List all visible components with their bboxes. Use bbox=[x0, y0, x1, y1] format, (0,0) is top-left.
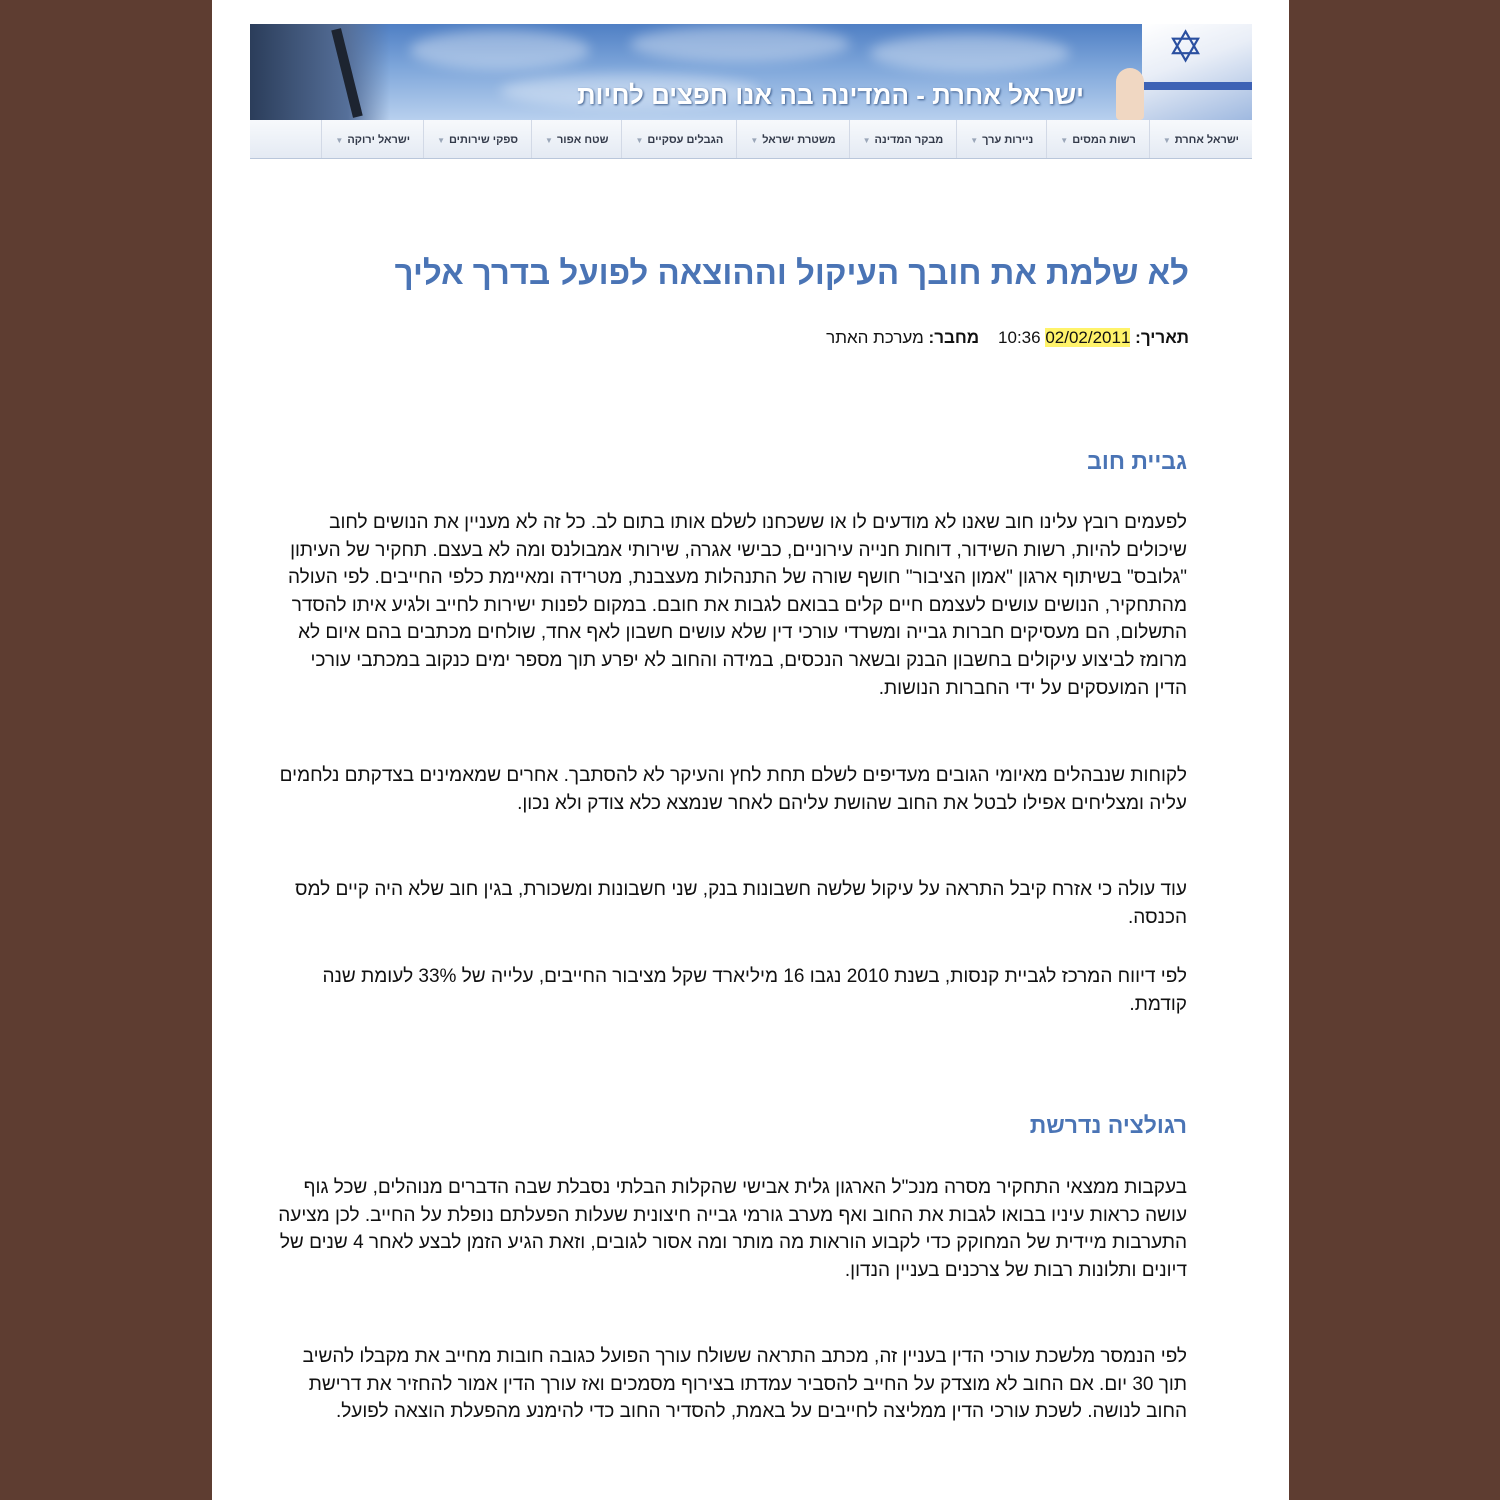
paragraph: עוד עולה כי אזרח קיבל התראה על עיקול שלשה חשבונות בנק, שני חשבונות ומשכורת, בגין חוב שלא היה קיים למס הכנסה. bbox=[295, 879, 1187, 928]
site-banner bbox=[250, 24, 1252, 120]
paragraph: לקוחות שנבהלים מאיומי הגובים מעדיפים לשלם תחת לחץ והעיקר לא להסתבך. אחרים שמאמינים בצדקתם נלחמים עליה ומצליחים אפילו לבטל את החוב שהושת עליהם לאחר שנמצא כלא צודק ולא נכון. bbox=[279, 765, 1187, 814]
site-title: ישראל אחרת - המדינה בה אנו חפצים לחיות bbox=[576, 80, 1084, 110]
dropdown-arrow-icon: ▼ bbox=[1060, 136, 1069, 145]
article-time: 10:36 bbox=[998, 328, 1041, 347]
nav-item-tax-authority[interactable]: רשות המסים▼ bbox=[1046, 120, 1149, 158]
nav-item-securities[interactable]: ניירות ערך▼ bbox=[956, 120, 1046, 158]
hand-with-squeegee-image bbox=[250, 24, 390, 120]
article-headline: לא שלמת את חובך העיקול וההוצאה לפועל בדרך אליך bbox=[394, 254, 1189, 291]
nav-item-gray-area[interactable]: שטח אפור▼ bbox=[531, 120, 621, 158]
paragraph: לפעמים רובץ עלינו חוב שאנו לא מודעים לו או ששכחנו לשלם אותו בתום לב. כל זה לא מעניין את הנושים לחוב שיכולים להיות, רשות השידור, דוחות חנייה עירוניים, כבישי אגרה, שירותי אמבולנס ומה לא בעצם. תחקיר של העיתון "גלובס" בשיתוף ארגון "אמון הציבור" חושף שורה של התנהלות מעצבנת, מטרידה ומאיימת כלפי החייבים. לפי העולה מהתחקיר, הנושים עושים לעצמם חיים קלים בבואם לגבות את חובם. במקום לפנות ישירות לחייב ולגיע איתו להסדר התשלום, הם מעסיקים חברות גבייה ומשרדי עורכי דין שלא עושים חשבון לאף אחד, שולחים מכתבים בהם איום לא מרומז לביצוע עיקולים בחשבון הבנק ובשאר הנכסים, במידה והחוב לא יפרע תוך מספר ימים כנקוב במכתבי עורכי הדין המועסקים על ידי החברות הנושות. bbox=[288, 512, 1187, 699]
dropdown-arrow-icon: ▼ bbox=[970, 136, 979, 145]
article-meta bbox=[826, 328, 1189, 348]
dropdown-arrow-icon: ▼ bbox=[862, 136, 871, 145]
dropdown-arrow-icon: ▼ bbox=[545, 136, 553, 145]
dropdown-arrow-icon: ▼ bbox=[335, 136, 344, 145]
israel-flag-image: ✡ bbox=[1142, 24, 1252, 120]
child-image bbox=[1116, 68, 1144, 120]
nav-item-israel-aheret[interactable]: ישראל אחרת▼ bbox=[1149, 120, 1252, 158]
nav-item-green-israel[interactable]: ישראל ירוקה▼ bbox=[321, 120, 423, 158]
page bbox=[212, 0, 1289, 1500]
section-title-regulation: רגולציה נדרשת bbox=[1029, 1112, 1187, 1138]
main-navigation bbox=[250, 120, 1252, 159]
section-title-debt-collection: גביית חוב bbox=[1087, 448, 1187, 474]
author-label: מחבר: bbox=[928, 328, 980, 347]
dropdown-arrow-icon: ▼ bbox=[437, 136, 445, 145]
paragraph: לפי דיווח המרכז לגביית קנסות, בשנת 2010 נגבו 16 מיליארד שקל מציבור החייבים, עלייה של 33% לעומת שנה קודמת. bbox=[322, 966, 1187, 1015]
article-date: 02/02/2011 bbox=[1045, 328, 1131, 347]
nav-item-antitrust[interactable]: הגבלים עסקיים▼ bbox=[621, 120, 736, 158]
date-label: תאריך: bbox=[1135, 328, 1189, 347]
paragraph: לפי הנמסר מלשכת עורכי הדין בעניין זה, מכתב התראה ששולח עורך הפועל כגובה חובות מחייב את מקבלו להשיב תוך 30 יום. אם החוב לא מוצדק על החייב להסביר עמדתו בצירוף מסמכים ואז עורך הדין אמור להחזיר את דרישת החוב לנושה. לשכת עורכי הדין ממליצה לחייבים על באמת, להסדיר החוב כדי להימנע מהפעלת הוצאה לפועל. bbox=[302, 1346, 1187, 1423]
nav-item-israel-police[interactable]: משטרת ישראל▼ bbox=[736, 120, 848, 158]
article-author: מערכת האתר bbox=[826, 328, 924, 347]
dropdown-arrow-icon: ▼ bbox=[635, 136, 644, 145]
dropdown-arrow-icon: ▼ bbox=[750, 136, 759, 145]
nav-item-service-providers[interactable]: ספקי שירותים▼ bbox=[423, 120, 531, 158]
paragraph: בעקבות ממצאי התחקיר מסרה מנכ"ל הארגון גלית אבישי שהקלות הבלתי נסבלת שבה הדברים מנוהלים, שכל גוף עושה כראות עיניו בבואו לגבות את החוב ואף מערב גורמי גבייה חיצונית שעלות הפעלתם נופלת על החייב. לכן מציעה התערבות מיידית של המחוקק כדי לקבוע הוראות מה מותר ומה אסור לגובים, וזאת הגיע הזמן לבצע לאחר 4 שנים של דיונים ותלונות רבות של צרכנים בעניין הנדון. bbox=[278, 1177, 1187, 1281]
nav-item-state-comptroller[interactable]: מבקר המדינה▼ bbox=[849, 120, 957, 158]
dropdown-arrow-icon: ▼ bbox=[1162, 136, 1171, 145]
